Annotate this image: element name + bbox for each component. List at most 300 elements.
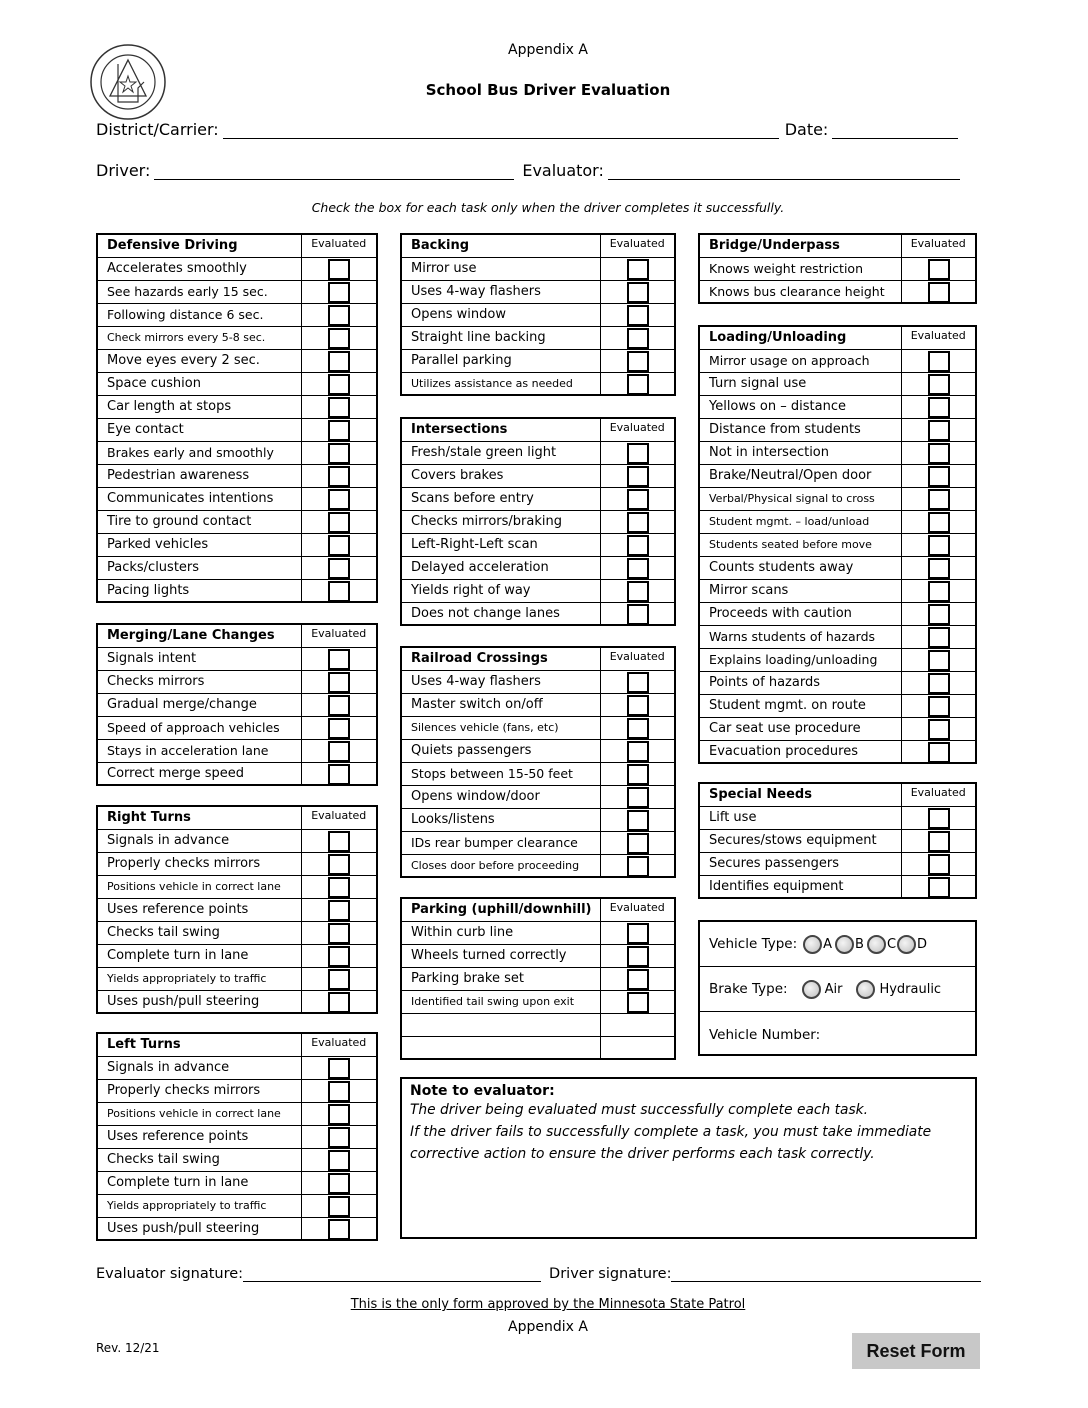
evaluated-cell (600, 716, 675, 739)
evaluated-checkbox[interactable] (928, 627, 950, 648)
task-row (97, 395, 377, 418)
appendix-label-bottom: Appendix A (508, 1319, 588, 1335)
evaluated-cell (301, 921, 377, 944)
evaluated-cell (301, 852, 377, 875)
date-field[interactable] (832, 121, 958, 139)
evaluated-checkbox[interactable] (328, 764, 350, 785)
evaluated-checkbox[interactable] (627, 558, 649, 579)
evaluated-checkbox[interactable] (328, 512, 350, 533)
task-row (97, 1056, 377, 1079)
evaluated-checkbox[interactable] (627, 923, 649, 944)
section-header-row (97, 1033, 377, 1056)
task-label: Opens window/door (401, 785, 600, 808)
section-header-row (97, 624, 377, 647)
evaluated-checkbox[interactable] (328, 1104, 350, 1125)
district-date-row (96, 120, 960, 139)
evaluated-cell (901, 464, 976, 487)
task-row (401, 693, 675, 716)
section-backing (400, 233, 676, 396)
driver-evaluator-row (96, 161, 960, 180)
task-label: Brakes early and smoothly (97, 441, 301, 464)
evaluated-checkbox[interactable] (928, 397, 950, 418)
evaluated-checkbox[interactable] (627, 328, 649, 349)
task-row (699, 257, 976, 280)
task-row (699, 625, 976, 648)
section-header-row (401, 418, 675, 441)
evaluated-checkbox[interactable] (328, 466, 350, 487)
evaluated-checkbox[interactable] (627, 946, 649, 967)
evaluated-cell (600, 602, 675, 625)
page-title: School Bus Driver Evaluation (425, 81, 671, 99)
evaluated-checkbox[interactable] (328, 877, 350, 898)
note-line: If the driver fails to successfully complete a task, you must take immediate (410, 1124, 932, 1140)
section-header-row (401, 234, 675, 257)
signature-row (96, 1264, 986, 1282)
evaluated-checkbox[interactable] (328, 305, 350, 326)
evaluated-checkbox[interactable] (928, 742, 950, 763)
section-header-row (699, 326, 976, 349)
task-label: Master switch on/off (401, 693, 600, 716)
task-label: Wheels turned correctly (401, 944, 600, 967)
task-label: Stays in acceleration lane (97, 739, 301, 762)
task-row (401, 967, 675, 990)
task-label: Car seat use procedure (699, 717, 901, 740)
vehicle-info-box (698, 920, 977, 1056)
task-label: Parked vehicles (97, 533, 301, 556)
reset-form-button[interactable]: Reset Form (852, 1333, 980, 1369)
evaluated-checkbox[interactable] (328, 420, 350, 441)
task-row (97, 349, 377, 372)
evaluated-checkbox[interactable] (627, 604, 649, 625)
evaluated-checkbox[interactable] (627, 764, 649, 785)
evaluated-checkbox[interactable] (928, 650, 950, 671)
task-row (97, 487, 377, 510)
task-row (97, 257, 377, 280)
task-label: Evacuation procedures (699, 740, 901, 763)
evaluated-checkbox[interactable] (328, 718, 350, 739)
evaluated-cell (301, 1148, 377, 1171)
evaluated-checkbox[interactable] (627, 856, 649, 877)
task-row (97, 556, 377, 579)
task-row (97, 716, 377, 739)
task-row (699, 280, 976, 303)
evaluated-checkbox[interactable] (627, 374, 649, 395)
task-label: Looks/listens (401, 808, 600, 831)
evaluated-checkbox[interactable] (928, 420, 950, 441)
task-row (97, 739, 377, 762)
task-label: Checks tail swing (97, 1148, 301, 1171)
task-row (401, 257, 675, 280)
task-row (97, 280, 377, 303)
evaluated-checkbox[interactable] (328, 1173, 350, 1194)
evaluated-checkbox[interactable] (627, 695, 649, 716)
evaluated-cell (600, 693, 675, 716)
task-label: Utilizes assistance as needed (401, 372, 600, 395)
section-title: Special Needs (699, 783, 901, 806)
evaluated-checkbox[interactable] (627, 992, 649, 1013)
task-label: Correct merge speed (97, 762, 301, 785)
evaluated-cell (301, 510, 377, 533)
brake-type-radio-hydraulic[interactable] (856, 980, 875, 999)
task-row (401, 556, 675, 579)
section-title: Railroad Crossings (401, 647, 600, 670)
task-row (699, 349, 976, 372)
task-label: Yellows on – distance (699, 395, 901, 418)
evaluated-cell (301, 556, 377, 579)
evaluated-checkbox[interactable] (328, 535, 350, 556)
task-label: Verbal/Physical signal to cross (699, 487, 901, 510)
section-header-row (401, 898, 675, 921)
evaluated-header: Evaluated (301, 1033, 377, 1056)
evaluated-checkbox[interactable] (328, 1196, 350, 1217)
evaluated-cell (301, 967, 377, 990)
task-row (97, 1079, 377, 1102)
vehicle-type-radio-b[interactable] (835, 935, 854, 954)
evaluated-checkbox[interactable] (328, 558, 350, 579)
evaluated-cell (301, 349, 377, 372)
section-title: Parking (uphill/downhill) (401, 898, 600, 921)
evaluated-checkbox[interactable] (328, 581, 350, 602)
task-row (699, 829, 976, 852)
evaluated-checkbox[interactable] (328, 1150, 350, 1171)
task-row (97, 967, 377, 990)
task-label: Silences vehicle (fans, etc) (401, 716, 600, 739)
task-label: Eye contact (97, 418, 301, 441)
task-label: Gradual merge/change (97, 693, 301, 716)
evaluated-checkbox[interactable] (627, 581, 649, 602)
evaluated-checkbox[interactable] (627, 351, 649, 372)
evaluated-cell (901, 349, 976, 372)
task-row (699, 671, 976, 694)
evaluated-checkbox[interactable] (928, 259, 950, 280)
task-label: Checks mirrors (97, 670, 301, 693)
task-row (97, 693, 377, 716)
task-label: Proceeds with caution (699, 602, 901, 625)
evaluated-cell (600, 280, 675, 303)
task-row (699, 418, 976, 441)
task-row (699, 556, 976, 579)
evaluated-cell (301, 1079, 377, 1102)
evaluated-cell (901, 648, 976, 671)
vehicle-type-label: Vehicle Type: (709, 936, 798, 952)
evaluated-checkbox[interactable] (328, 1081, 350, 1102)
task-label: Knows bus clearance height (699, 280, 901, 303)
task-row (401, 602, 675, 625)
evaluated-checkbox[interactable] (627, 810, 649, 831)
evaluated-checkbox[interactable] (328, 695, 350, 716)
evaluated-checkbox[interactable] (928, 854, 950, 875)
evaluated-cell (301, 716, 377, 739)
evaluated-checkbox[interactable] (627, 741, 649, 762)
task-label: Yields appropriately to traffic (97, 967, 301, 990)
evaluated-checkbox[interactable] (928, 719, 950, 740)
task-label: Points of hazards (699, 671, 901, 694)
task-row (97, 372, 377, 395)
evaluated-checkbox[interactable] (328, 969, 350, 990)
task-label: Move eyes every 2 sec. (97, 349, 301, 372)
evaluated-checkbox[interactable] (928, 443, 950, 464)
evaluated-checkbox[interactable] (627, 969, 649, 990)
evaluated-checkbox[interactable] (928, 466, 950, 487)
section-title: Defensive Driving (97, 234, 301, 257)
evaluated-checkbox[interactable] (627, 787, 649, 808)
task-label: Fresh/stale green light (401, 441, 600, 464)
evaluated-cell (600, 670, 675, 693)
evaluator-field[interactable] (608, 162, 960, 180)
evaluated-checkbox[interactable] (328, 992, 350, 1013)
evaluated-cell (600, 464, 675, 487)
evaluated-checkbox[interactable] (928, 374, 950, 395)
vehicle-type-radio-c[interactable] (867, 935, 886, 954)
evaluated-cell (600, 579, 675, 602)
task-label: Space cushion (97, 372, 301, 395)
evaluated-checkbox[interactable] (328, 489, 350, 510)
evaluated-cell (600, 487, 675, 510)
task-row (699, 579, 976, 602)
evaluated-checkbox[interactable] (627, 833, 649, 854)
evaluated-cell (600, 303, 675, 326)
task-label: Signals in advance (97, 1056, 301, 1079)
evaluated-cell (301, 1102, 377, 1125)
task-label: Brake/Neutral/Open door (699, 464, 901, 487)
task-label: Car length at stops (97, 395, 301, 418)
evaluated-cell (301, 418, 377, 441)
evaluated-checkbox[interactable] (928, 696, 950, 717)
evaluated-checkbox[interactable] (328, 672, 350, 693)
evaluated-checkbox[interactable] (928, 351, 950, 372)
evaluated-cell (901, 671, 976, 694)
task-label: Within curb line (401, 921, 600, 944)
evaluated-cell (901, 829, 976, 852)
task-row (97, 441, 377, 464)
task-label: Explains loading/unloading (699, 648, 901, 671)
evaluated-header: Evaluated (600, 898, 675, 921)
evaluated-checkbox[interactable] (928, 808, 950, 829)
task-label: Signals in advance (97, 829, 301, 852)
note-line: The driver being evaluated must successfully complete each task. (410, 1102, 869, 1118)
evaluated-cell (301, 303, 377, 326)
evaluated-checkbox[interactable] (627, 282, 649, 303)
evaluated-header: Evaluated (600, 418, 675, 441)
evaluated-checkbox[interactable] (627, 443, 649, 464)
task-row (97, 990, 377, 1013)
vehicle-type-radio-a[interactable] (803, 935, 822, 954)
evaluated-checkbox[interactable] (928, 558, 950, 579)
evaluated-cell (301, 829, 377, 852)
section-railroad-crossings (400, 646, 676, 878)
brake-type-label: Brake Type: (709, 981, 788, 997)
evaluated-cell (301, 647, 377, 670)
note-line: corrective action to ensure the driver performs each task correctly. (410, 1146, 875, 1162)
evaluated-checkbox[interactable] (627, 535, 649, 556)
task-row (97, 418, 377, 441)
vehicle-type-radio-d[interactable] (897, 935, 916, 954)
task-row (699, 648, 976, 671)
evaluated-cell (901, 875, 976, 898)
evaluated-checkbox[interactable] (328, 923, 350, 944)
evaluated-cell (301, 1056, 377, 1079)
evaluated-cell (600, 990, 675, 1013)
task-label: Mirror usage on approach (699, 349, 901, 372)
task-row (401, 510, 675, 533)
task-row (699, 852, 976, 875)
vehicle-number-field[interactable] (826, 1025, 975, 1045)
evaluated-checkbox[interactable] (328, 397, 350, 418)
task-row (699, 533, 976, 556)
driver-signature-field[interactable] (671, 1264, 981, 1282)
evaluated-header: Evaluated (301, 806, 377, 829)
evaluated-checkbox[interactable] (928, 604, 950, 625)
evaluated-checkbox[interactable] (627, 466, 649, 487)
section-bridge-underpass (698, 233, 977, 304)
task-label: Students seated before move (699, 533, 901, 556)
evaluated-cell (301, 280, 377, 303)
evaluated-checkbox[interactable] (328, 282, 350, 303)
section-header-row (699, 234, 976, 257)
task-label: Student mgmt. on route (699, 694, 901, 717)
evaluated-cell (301, 464, 377, 487)
blank-cell (600, 1036, 675, 1059)
task-row (699, 694, 976, 717)
evaluated-checkbox[interactable] (328, 1127, 350, 1148)
evaluated-cell (301, 990, 377, 1013)
evaluated-cell (600, 372, 675, 395)
evaluated-checkbox[interactable] (328, 946, 350, 967)
task-label: Scans before entry (401, 487, 600, 510)
task-label: Speed of approach vehicles (97, 716, 301, 739)
evaluated-checkbox[interactable] (328, 443, 350, 464)
evaluated-cell (301, 1125, 377, 1148)
appendix-label-top: Appendix A (508, 42, 588, 58)
evaluated-checkbox[interactable] (328, 351, 350, 372)
evaluated-checkbox[interactable] (328, 328, 350, 349)
section-header-row (97, 806, 377, 829)
task-row (97, 1148, 377, 1171)
task-row (401, 854, 675, 877)
evaluated-checkbox[interactable] (928, 831, 950, 852)
task-label: Mirror scans (699, 579, 901, 602)
task-row (699, 875, 976, 898)
vehicle-type-row (700, 922, 975, 967)
evaluated-header: Evaluated (901, 326, 976, 349)
task-row (97, 921, 377, 944)
approval-notice: This is the only form approved by the Minnesota State Patrol (350, 1297, 746, 1312)
task-label: Properly checks mirrors (97, 852, 301, 875)
task-row (97, 303, 377, 326)
evaluated-cell (901, 579, 976, 602)
evaluated-checkbox[interactable] (328, 374, 350, 395)
evaluated-checkbox[interactable] (928, 512, 950, 533)
task-label: Does not change lanes (401, 602, 600, 625)
task-label: Tire to ground contact (97, 510, 301, 533)
task-label: Checks mirrors/braking (401, 510, 600, 533)
evaluated-checkbox[interactable] (928, 282, 950, 303)
evaluated-checkbox[interactable] (627, 489, 649, 510)
evaluated-checkbox[interactable] (928, 535, 950, 556)
evaluated-checkbox[interactable] (627, 718, 649, 739)
note-title: Note to evaluator: (410, 1083, 555, 1099)
task-label: Uses 4-way flashers (401, 670, 600, 693)
evaluated-checkbox[interactable] (928, 489, 950, 510)
task-row (699, 510, 976, 533)
brake-option-air: Air (824, 981, 843, 997)
vehicle-type-option-b: B (855, 936, 864, 952)
task-label: Not in intersection (699, 441, 901, 464)
section-intersections (400, 417, 676, 626)
evaluated-cell (901, 372, 976, 395)
evaluated-checkbox[interactable] (328, 649, 350, 670)
evaluated-checkbox[interactable] (928, 877, 950, 898)
evaluated-cell (600, 854, 675, 877)
evaluated-checkbox[interactable] (627, 305, 649, 326)
section-parking (400, 897, 676, 1060)
task-row (401, 303, 675, 326)
evaluated-checkbox[interactable] (328, 854, 350, 875)
evaluated-cell (600, 510, 675, 533)
evaluated-checkbox[interactable] (328, 1219, 350, 1240)
task-row (699, 464, 976, 487)
task-row (401, 716, 675, 739)
task-label: Opens window (401, 303, 600, 326)
task-label: Signals intent (97, 647, 301, 670)
evaluated-cell (301, 487, 377, 510)
evaluated-cell (901, 487, 976, 510)
task-label: Distance from students (699, 418, 901, 441)
evaluated-cell (600, 326, 675, 349)
brake-type-radio-air[interactable] (802, 980, 821, 999)
evaluated-checkbox[interactable] (928, 673, 950, 694)
evaluated-checkbox[interactable] (328, 741, 350, 762)
evaluated-checkbox[interactable] (328, 900, 350, 921)
task-row (699, 602, 976, 625)
task-row (699, 372, 976, 395)
evaluated-checkbox[interactable] (328, 831, 350, 852)
evaluated-cell (901, 806, 976, 829)
blank-cell (401, 1036, 600, 1059)
evaluated-checkbox[interactable] (928, 581, 950, 602)
task-row (97, 1125, 377, 1148)
driver-signature-label: Driver signature: (549, 1266, 672, 1282)
evaluated-cell (301, 762, 377, 785)
evaluated-checkbox[interactable] (328, 259, 350, 280)
task-row (401, 831, 675, 854)
evaluated-cell (901, 602, 976, 625)
district-label: District/Carrier: (96, 120, 219, 139)
evaluated-checkbox[interactable] (328, 1058, 350, 1079)
task-row (699, 395, 976, 418)
evaluated-cell (600, 349, 675, 372)
evaluator-signature-field[interactable] (243, 1264, 541, 1282)
evaluated-cell (600, 739, 675, 762)
evaluated-checkbox[interactable] (627, 512, 649, 533)
task-label: Checks tail swing (97, 921, 301, 944)
task-label: Yields right of way (401, 579, 600, 602)
evaluator-signature-label: Evaluator signature: (96, 1266, 244, 1282)
section-header-row (699, 783, 976, 806)
task-label: Student mgmt. – load/unload (699, 510, 901, 533)
task-row (699, 487, 976, 510)
task-row (97, 898, 377, 921)
driver-field[interactable] (154, 162, 514, 180)
evaluated-cell (301, 875, 377, 898)
task-row (97, 1102, 377, 1125)
evaluated-checkbox[interactable] (627, 259, 649, 280)
section-defensive-driving (96, 233, 378, 603)
evaluated-checkbox[interactable] (627, 672, 649, 693)
blank-row (401, 1013, 675, 1036)
district-field[interactable] (223, 121, 779, 139)
task-label: Knows weight restriction (699, 257, 901, 280)
